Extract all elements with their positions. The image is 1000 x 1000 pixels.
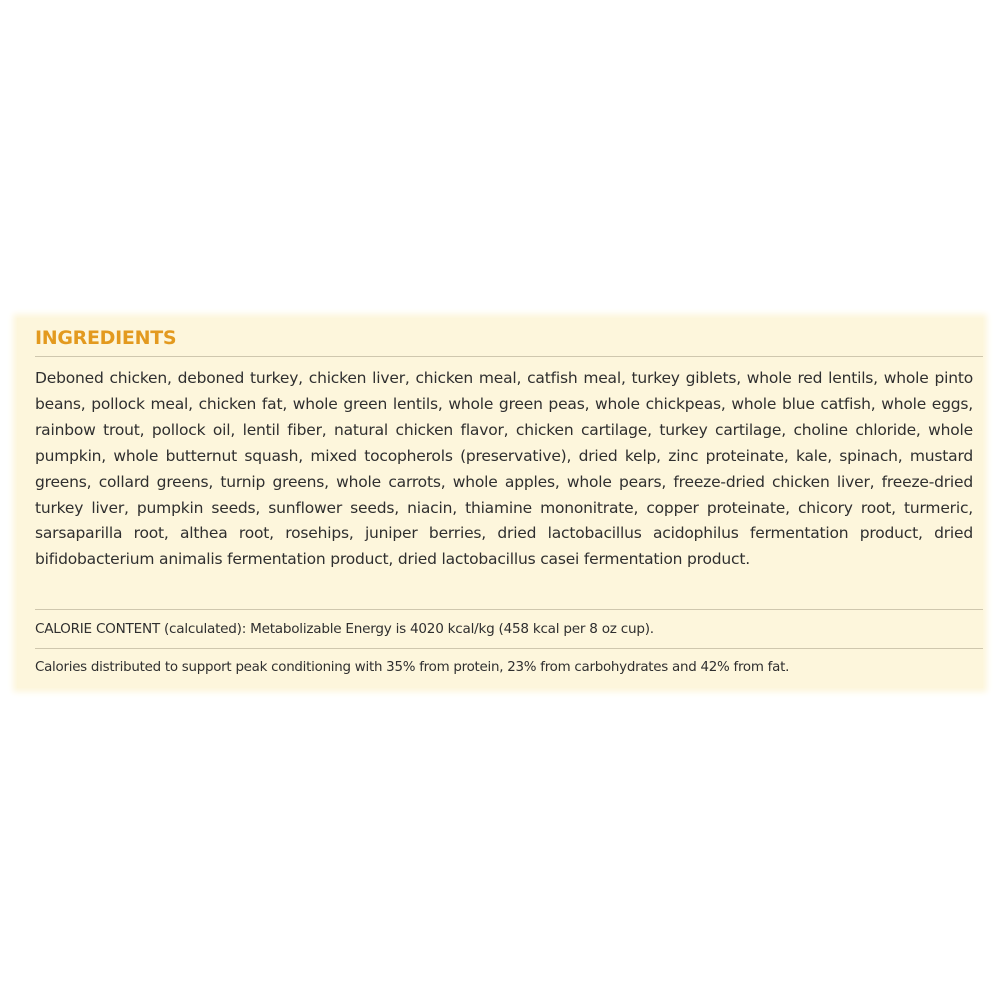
- calorie-distribution: Calories distributed to support peak conditioning with 35% from protein, 23% from carbohydrates and 42% from fat.: [35, 660, 790, 675]
- ingredients-divider: [35, 609, 983, 610]
- ingredients-list: Deboned chicken, deboned turkey, chicken liver, chicken meal, catfish meal, turkey giblets, whole red lentils, whole pinto beans, pollock meal, chicken fat, whole green lentils, whole green peas, whole chickpeas, whole blue catfish, whole eggs, rainbow trout, pollock oil, lentil fiber, natural chicken flavor, chicken cartilage, turkey cartilage, choline chloride, whole pumpkin, whole butternut squash, mixed tocopherols (preservative), dried kelp, zinc proteinate, kale, spinach, mustard greens, collard greens, turnip greens, whole carrots, whole apples, whole pears, freeze-dried chicken liver, freeze-dried turkey liver, pumpkin seeds, sunflower seeds, niacin, thiamine mononitrate, copper proteinate, chicory root, turmeric, sarsaparilla root, althea root, rosehips, juniper berries, dried lactobacillus acidophilus fermentation product, dried bifidobacterium animalis fermentation product, dried lactobacillus casei fermentation product.: [35, 369, 973, 569]
- calorie-divider: [35, 648, 983, 649]
- ingredients-heading: INGREDIENTS: [35, 327, 177, 349]
- calorie-content: CALORIE CONTENT (calculated): Metabolizable Energy is 4020 kcal/kg (458 kcal per 8 oz cup).: [35, 621, 654, 637]
- ingredients-panel: [17, 318, 983, 688]
- heading-divider: [35, 356, 983, 357]
